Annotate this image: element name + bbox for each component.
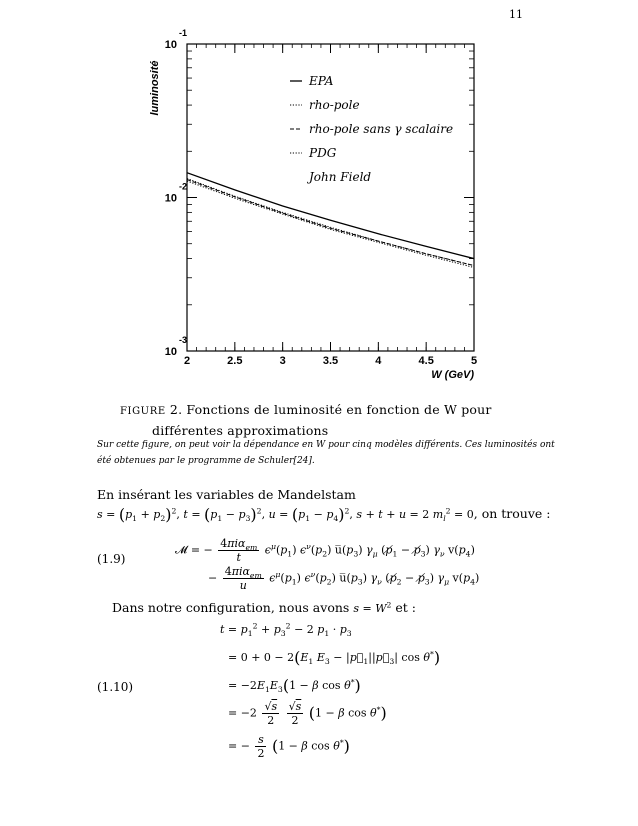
series-line-3: [187, 180, 474, 266]
equation-1-line-1: 𝓜 = − $\frac{4\pi i\alpha_{em}}{t}$ $\epsilon^\mu(p_1)$ $\epsilon^\nu(p_2)$ $u̅(p_3)$ $\gamma_\mu$ ($p̸_1$ − $p̸_3$) $\gamma_\nu$ $v(p_4)$: [175, 537, 475, 564]
y-tick-label-exponent: -3: [179, 335, 188, 345]
x-tick-label: 2.5: [227, 355, 243, 367]
config-tail: et :: [395, 600, 416, 615]
config-text: Dans notre configuration, nous avons: [112, 600, 350, 615]
legend-entry: rho-pole sans γ scalaire: [309, 122, 454, 136]
mandelstam-outro: , on trouve :: [473, 506, 551, 521]
plot-frame: [187, 44, 474, 351]
series-group: [187, 173, 474, 268]
equation-2-line-5: = − $\frac{s}{2}$ (1 − β cos θ*): [228, 733, 350, 760]
equation-1-line-2: − $\frac{4\pi i\alpha_{em}}{u}$ $\epsilon^\mu(p_1)$ $\epsilon^\nu(p_2)$ $u̅(p_3)$ $\gamma_\nu$ ($p̸_2$ − $p̸_3$) $\gamma_\mu$ $v(p_4)$: [208, 565, 480, 592]
equation-2-line-2: = $0 + 0 - 2(E_1$ $E_3$ − $|p⃗_1||p⃗_3|$ cos θ*): [228, 648, 441, 667]
legend-entry: EPA: [309, 74, 334, 88]
equation-label-1: (1.9): [97, 552, 126, 566]
luminosity-chart: [0, 0, 638, 395]
legend-entry: PDG: [309, 146, 337, 160]
series-line-2: [187, 179, 474, 266]
paragraph-mandelstam: En insérant les variables de Mandelstam $s = (p_1 + p_2)^2$, $t = (p_1 - p_3)^2$, $u = (p_1 - p_4)^2$, s + t + u = 2 $m_l^2 = 0$, on trouve :: [97, 487, 551, 524]
equation-2-line-3: = $-2E_1E_3(1 - \beta$ cos θ*): [228, 676, 361, 695]
x-tick-label: 4: [375, 355, 382, 367]
mandelstam-intro: En insérant les variables de Mandelstam: [97, 487, 356, 502]
chart-legend: [290, 74, 453, 184]
x-axis-label: W (GeV): [431, 369, 474, 381]
x-tick-label: 5: [470, 355, 478, 367]
y-tick-label-base: 10: [164, 192, 177, 205]
x-tick-label: 2: [183, 355, 191, 367]
legend-entry: John Field: [309, 170, 372, 184]
y-tick-label-base: 10: [164, 39, 177, 51]
series-line-1: [187, 173, 474, 259]
figure-caption: [120, 400, 520, 440]
equation-2-line-1: $t = p_1^2 + p_3^2 - 2$ $p_1 \cdot p_3$: [220, 621, 352, 639]
y-tick-label-base: 10: [164, 346, 177, 358]
x-tick-label: 3.5: [322, 355, 339, 367]
equation-label-2: (1.10): [97, 680, 134, 694]
y-tick-label-exponent: -2: [179, 181, 188, 192]
y-axis-label: luminosité: [149, 60, 161, 116]
y-tick-label-exponent: -1: [179, 28, 188, 38]
caption-line-2: différentes approximations: [152, 423, 329, 438]
caption-line-1: 2. Fonctions de luminosité en fonction de W pour: [169, 402, 492, 417]
equation-2-line-4: = −2 $\frac{√s}{2}$ $\frac{√s}{2}$ (1 − β cos θ*): [228, 700, 387, 727]
legend-entry: rho-pole: [309, 98, 360, 112]
page-number: 11: [509, 8, 523, 21]
x-tick-label: 4.5: [418, 355, 434, 367]
figure-note: Sur cette figure, on peut voir la dépendance en W pour cinq modèles différents. Ces luminosités ont été obtenues par le programme de Schuler[24].: [97, 440, 555, 466]
paragraph-configuration: Dans notre configuration, nous avons $s = W^2$ et :: [112, 600, 416, 615]
caption-label: FIGURE: [120, 406, 166, 417]
x-tick-label: 3: [279, 355, 286, 367]
